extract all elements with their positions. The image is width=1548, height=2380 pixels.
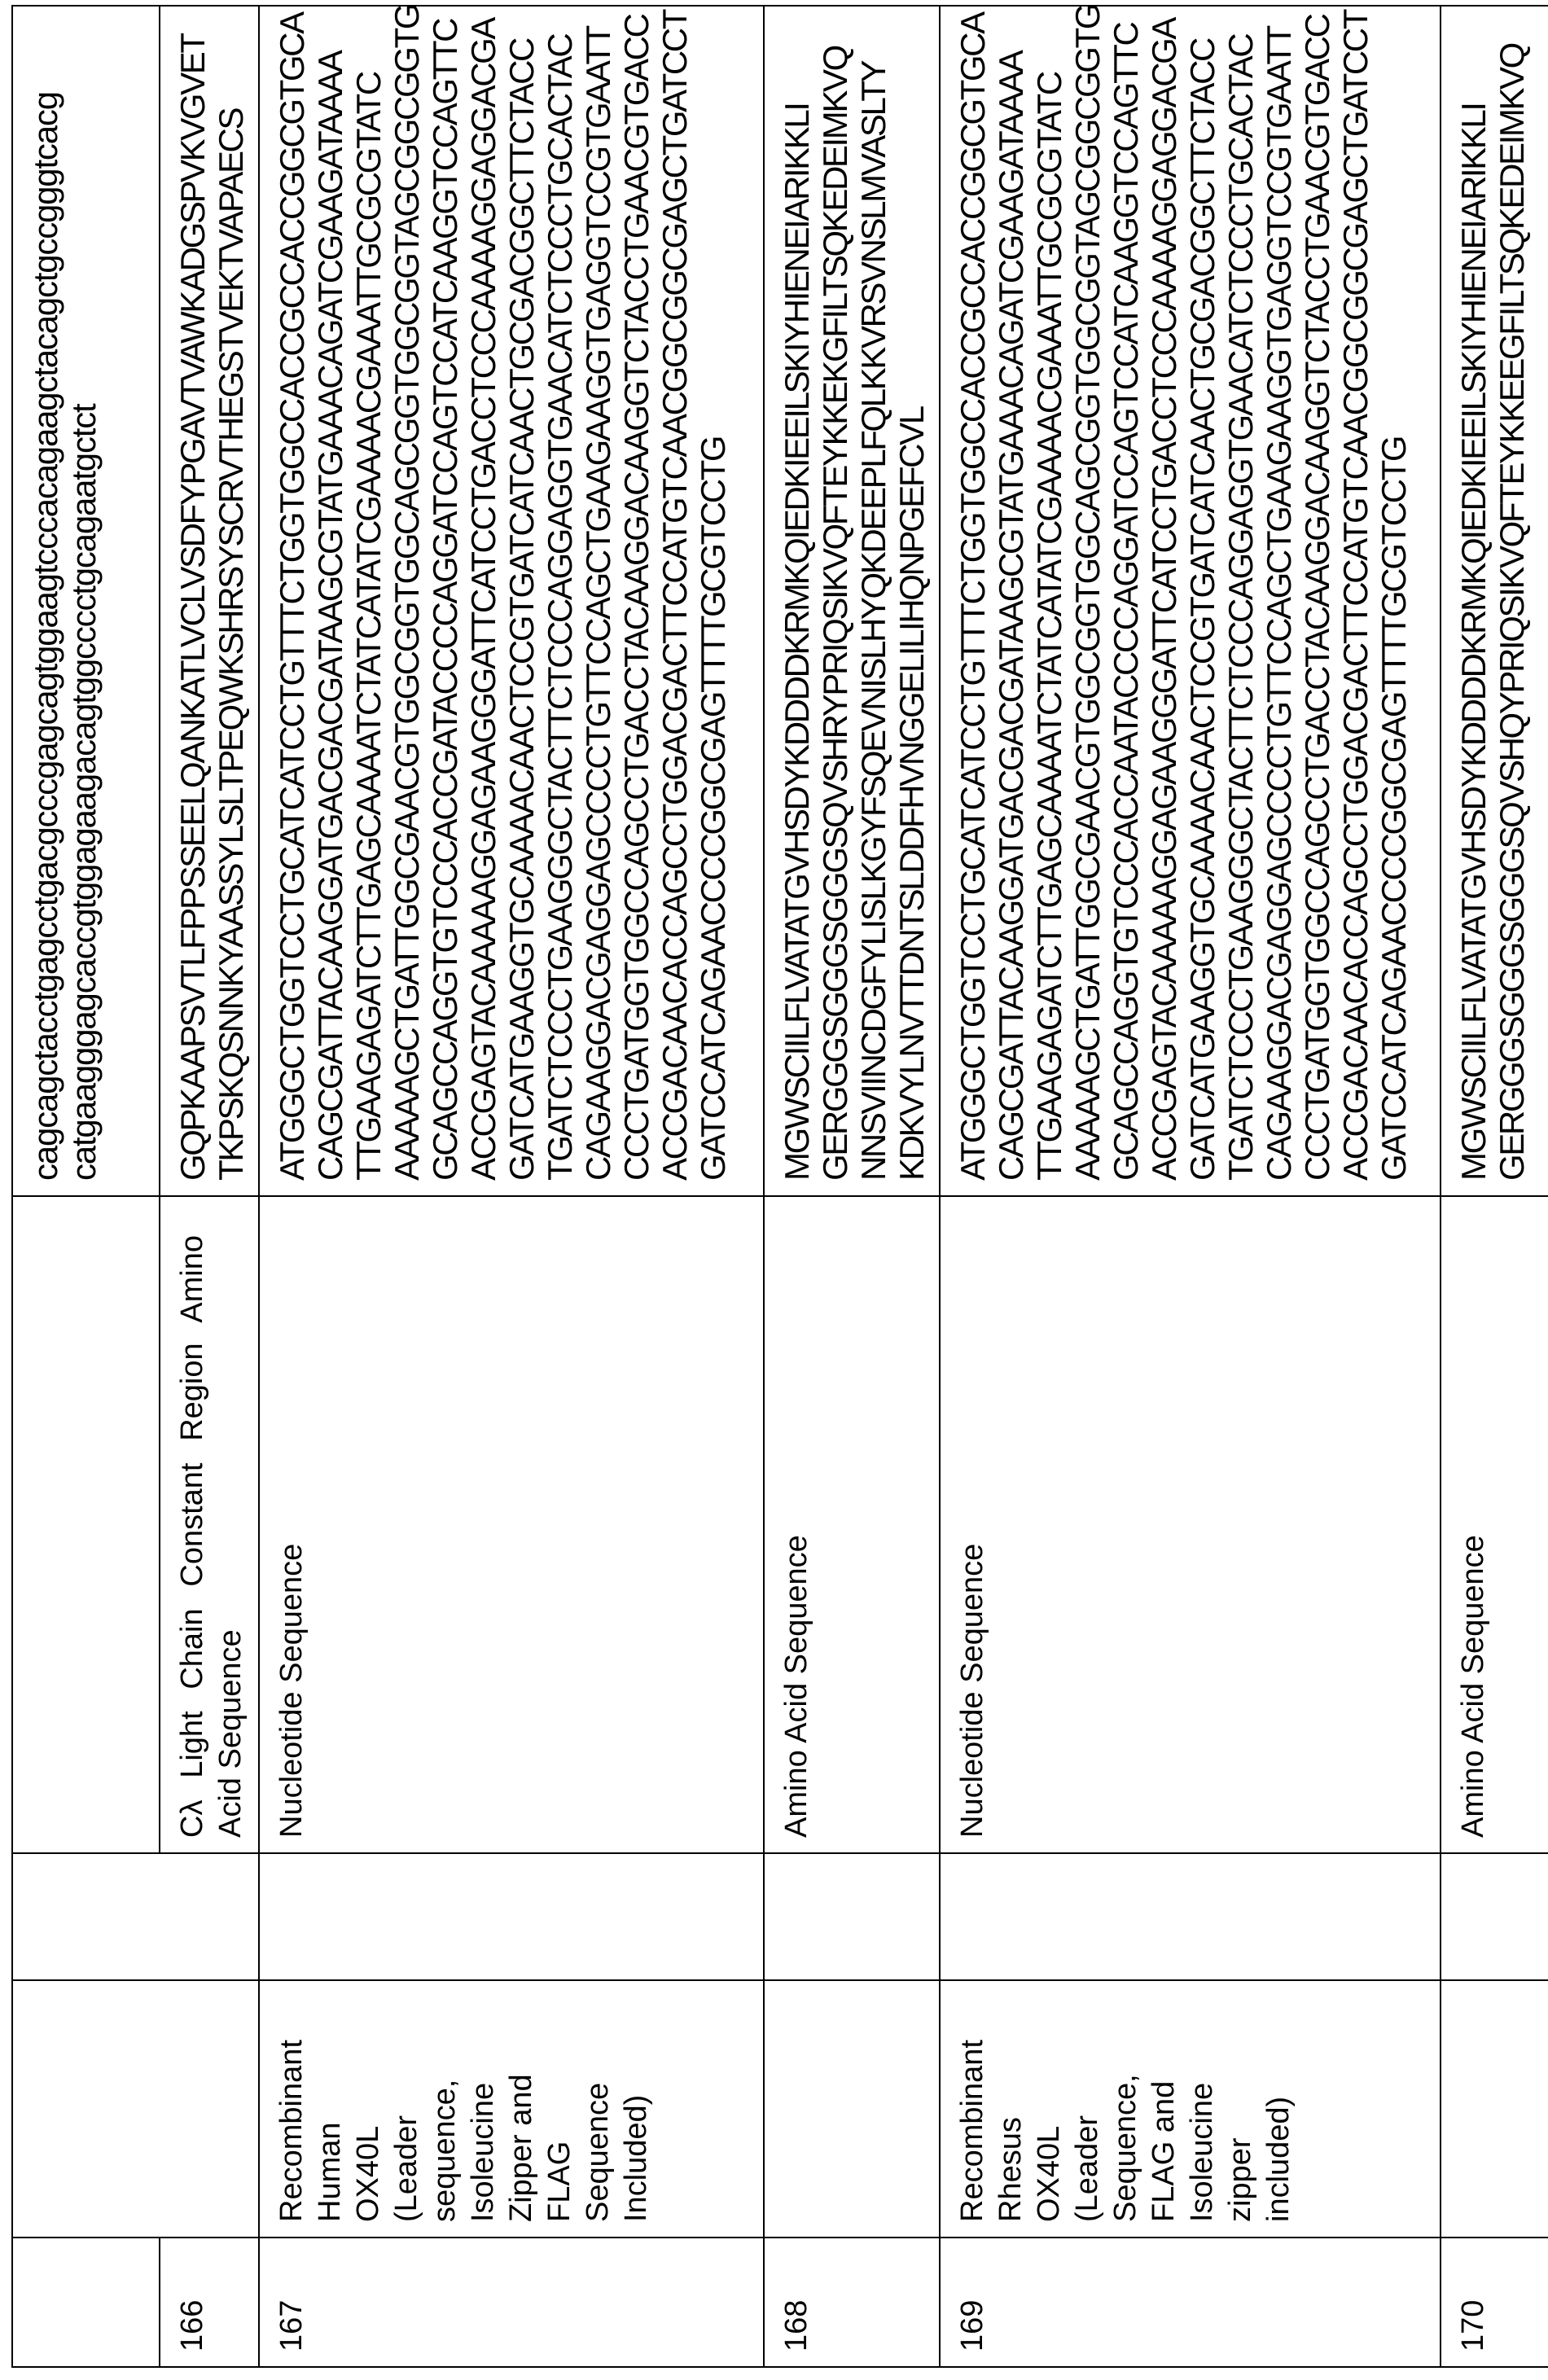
sequence-line: catgaagggagcaccgtggagaagacagtggcccctgcagaatgctct [64,21,103,1181]
description-cell [12,1980,160,2238]
sequence-type-label: Amino Acid Sequence [778,1235,816,1838]
table-row [259,6,764,2367]
seq-id-cell: 168 [764,2238,940,2367]
table-row [940,6,1441,2367]
sequence-line: MGWSCIILFLVATATGVHSDYKDDDDKRMKQIEDKIEEILSKIYHIENEIARIKKLI [1454,21,1493,1181]
description-cell [259,1980,764,2238]
description-cell [160,1980,259,2238]
sequence-line: ATGGGCTGGTCCTGCATCATCCTGTTTCTGGTGGCCACCGCCACCGGCGTGCA [954,21,992,1181]
sequence-line: GCAGCCAGGTGTCCCACCGATACCCCAGGATCCAGTCCATCAAGGTCCAGTTC [426,21,464,1181]
sequence-line: GCAGCCAGGTGTCCCACCAATACCCCAGGATCCAGTCCATCAAGGTCCAGTTC [1107,21,1145,1181]
sequence-line: MGWSCIILFLVATATGVHSDYKDDDDKRMKQIEDKIEEILSKIYHIENEIARIKKLI [778,21,816,1181]
blank-cell [259,1853,764,1980]
sequence-line: cagcagctacctgagcctgacgcccgagcagtggaagtcccacagaagctacagctgccgggtcacg [26,21,64,1181]
description-cell [764,1980,940,2238]
blank-cell [940,1853,1441,1980]
sequence-line: ACCGACAACACCAGCCTGGACGACTTCCATGTCAACGGCGGCGAGCTGATCCT [1336,21,1375,1181]
seq-id-cell: 166 [160,2238,259,2367]
table-row [1441,6,1548,2367]
sequence-line: CCCTGATGGTGGCCAGCCTGACCTACAAGGACAAGGTCTACCTGAACGTGACC [1298,21,1336,1181]
sequence-line: AAAAAGCTGATTGGCGAACGTGGCGGTGGCAGCGGTGGCGGTAGCGGCGGTG [1068,21,1107,1181]
sequence-line: CAGCGATTACAAGGATGACGACGATAAGCGTATGAAACAGATCGAAGATAAAA [311,21,349,1181]
sequence-line: TGATCTCCCTGAAGGGCTACTTCTCCCAGGAGGTGAACATCTCCCTGCACTAC [1221,21,1260,1181]
sequence-cell [1441,6,1548,1196]
sequence-line: CAGCGATTACAAGGATGACGACGATAAGCGTATGAAACAGATCGAAGATAAAA [992,21,1030,1181]
type-cell [1441,1196,1548,1853]
description-cell [1441,1980,1548,2238]
sequence-line: GATCATGAAGGTGCAAAACAACTCCGTGATCATCAACTGCGACGGCTTCTACC [502,21,541,1181]
description-text: Recombinant Human OX40L (Leader sequence, Isoleucine Zipper and FLAG Sequence Included) [273,2031,656,2222]
seq-id-cell: 169 [940,2238,1441,2367]
sequence-line: GATCCATCAGAACCCCGGCGAGTTTTGCGTCCTG [1375,21,1413,1181]
seq-id-cell: 170 [1441,2238,1548,2367]
sequence-line: ACCGAGTACAAAAAGGAGAAGGGATTCATCCTGACCTCCCAAAAGGAGGACGA [464,21,502,1181]
seq-id-cell [12,2238,160,2367]
seq-id-cell: 167 [259,2238,764,2367]
blank-cell [160,1853,259,1980]
sequence-cell [259,6,764,1196]
type-cell [12,1196,160,1853]
sequence-type-label: Cλ Light Chain Constant Region Amino Acid Sequence [173,1235,250,1838]
sequence-line: GATCCATCAGAACCCCGGCGAGTTTTGCGTCCTG [694,21,732,1181]
sequence-line: NNSVIINCDGFYLISLKGYFSQEVNISLHYQKDEEPLFQLKKVRSVNSLMVASLTY [854,21,892,1181]
sequence-type-label: Nucleotide Sequence [954,1235,992,1838]
sequence-line: ATGGGCTGGTCCTGCATCATCCTGTTTCTGGTGGCCACCGCCACCGGCGTGCA [273,21,311,1181]
sequence-line: GATCATGAAGGTGCAAAACAACTCCGTGATCATCAACTGCGACGGCTTCTACC [1183,21,1221,1181]
sequence-type-label: Nucleotide Sequence [273,1235,311,1838]
description-text: Recombinant Rhesus OX40L (Leader Sequence, FLAG and Isoleucine zipper included) [954,2031,1298,2222]
rotated-page [0,0,1548,2380]
blank-cell [12,1853,160,1980]
sequence-line: CAGAAGGACGAGGAGCCCCTGTTCCAGCTGAAGAAGGTGAGGTCCGTGAATT [1260,21,1298,1181]
type-cell [259,1196,764,1853]
sequence-cell [160,6,259,1196]
description-cell [940,1980,1441,2238]
sequence-line: TTGAAGAGATCTTGAGCAAAATCTATCATATCGAAAACGAAATTGCGCGTATC [349,21,388,1181]
type-cell [160,1196,259,1853]
blank-cell [764,1853,940,1980]
table-row-continuation [12,6,160,2367]
sequence-line: TGATCTCCCTGAAGGGCTACTTCTCCCAGGAGGTGAACATCTCCCTGCACTAC [541,21,579,1181]
sequence-line: CAGAAGGACGAGGAGCCCCTGTTCCAGCTGAAGAAGGTGAGGTCCGTGAATT [579,21,617,1181]
sequence-type-label: Amino Acid Sequence [1454,1235,1493,1838]
sequence-table [11,5,1548,2368]
table-row [764,6,940,2367]
sequence-cell [12,6,160,1196]
sequence-line: TTGAAGAGATCTTGAGCAAAATCTATCATATCGAAAACGAAATTGCGCGTATC [1030,21,1068,1181]
type-cell [764,1196,940,1853]
table-row [160,6,259,2367]
sequence-line: KDKVYLNVTTDNTSLDDFHVNGGELILIHQNPGEFCVL [892,21,931,1181]
sequence-line: AAAAAGCTGATTGGCGAACGTGGCGGTGGCAGCGGTGGCGGTAGCGGCGGTG [388,21,426,1181]
sequence-line: GQPKAAPSVTLFPPSSEELQANKATLVCLVSDFYPGAVTVAWKADGSPVKVGVET [173,21,212,1181]
sequence-line: GERGGGSGGGSGGGSQVSHQYPRIQSIKVQFTEYKKEEGFILTSQKEDEIMKVQ [1493,21,1531,1181]
sequence-line: TKPSKQSNNKYAASSYLSLTPEQWKSHRSYSCRVTHEGSTVEKTVAPAECS [212,21,250,1181]
sequence-line: ACCGACAACACCAGCCTGGACGACTTCCATGTCAACGGCGGCGAGCTGATCCT [656,21,694,1181]
sequence-line: ACCGAGTACAAAAAGGAGAAGGGATTCATCCTGACCTCCCAAAAGGAGGACGA [1145,21,1183,1181]
blank-cell [1441,1853,1548,1980]
sequence-cell [764,6,940,1196]
sequence-line: CCCTGATGGTGGCCAGCCTGACCTACAAGGACAAGGTCTACCTGAACGTGACC [617,21,656,1181]
sequence-line: GERGGGSGGGSGGGSQVSHRYPRIQSIKVQFTEYKKEKGFILTSQKEDEIMKVQ [816,21,854,1181]
sequence-cell [940,6,1441,1196]
type-cell [940,1196,1441,1853]
